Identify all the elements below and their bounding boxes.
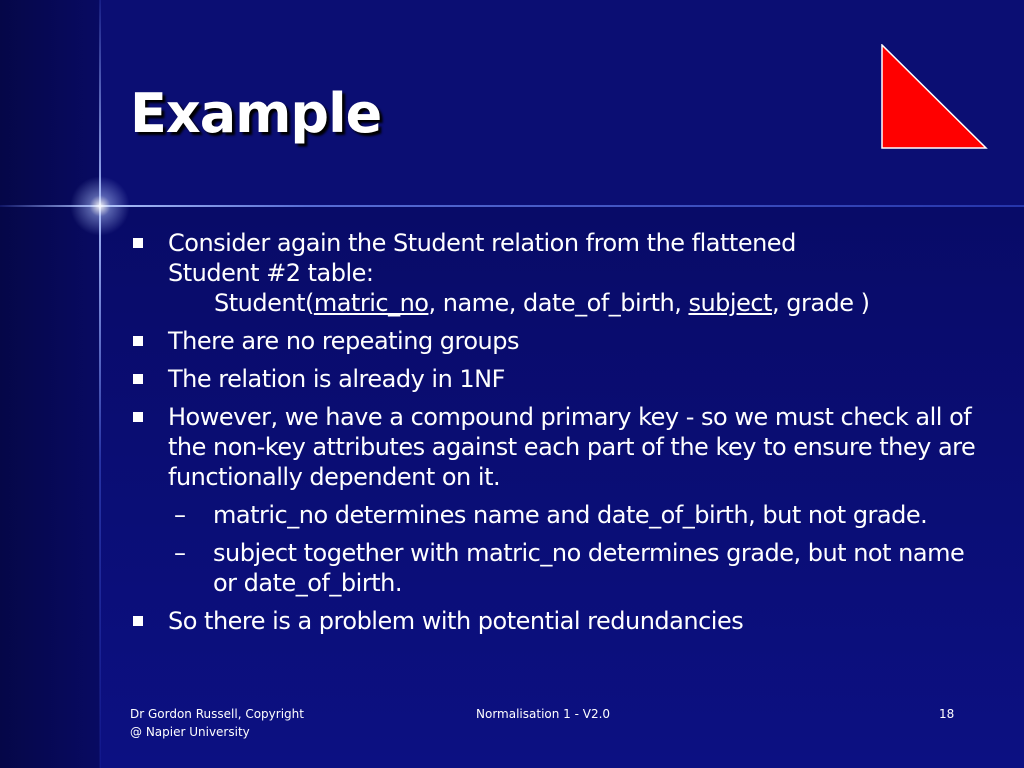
square-bullet-icon: [133, 374, 143, 384]
bullet-text: There are no repeating groups: [168, 327, 520, 355]
bullet-text: However, we have a compound primary key - so we must check all of the non-key attributes against each part of the key to ensure they are functionally dependent on it.: [168, 403, 976, 491]
footer-title: Normalisation 1 - V2.0: [476, 707, 611, 721]
sub-bullet-text: matric_no determines name and date_of_birth, but not grade.: [213, 501, 928, 529]
bullet-item: [130, 606, 980, 636]
vertical-accent-line: [99, 0, 101, 768]
sparkle-glow: [70, 176, 130, 236]
key-attribute: matric_no: [313, 289, 429, 317]
bullet-item: [130, 326, 980, 356]
footer-author: [130, 705, 304, 741]
sub-bullet-text: subject together with matric_no determines grade, but not name or date_of_birth.: [213, 539, 965, 597]
bullet-text: Student #2 table:: [168, 259, 374, 287]
bullet-text: Consider again the Student relation from the flattened: [168, 229, 796, 257]
left-band: [0, 0, 100, 768]
slide-title: Example: [130, 82, 382, 145]
relation-schema: [168, 288, 980, 318]
bullet-list: [130, 228, 980, 644]
page-number: 18: [939, 707, 955, 721]
sub-bullet-item: [130, 538, 980, 598]
square-bullet-icon: [133, 336, 143, 346]
bullet-item: [130, 228, 980, 318]
sub-bullet-item: [130, 500, 980, 530]
horizontal-accent-line: [0, 205, 1024, 207]
dash-bullet-icon: –: [174, 539, 186, 567]
square-bullet-icon: [133, 238, 143, 248]
dash-bullet-icon: –: [174, 501, 186, 529]
schema-prefix: Student(: [214, 289, 314, 317]
square-bullet-icon: [133, 616, 143, 626]
footer-author-line: Dr Gordon Russell, Copyright: [130, 707, 304, 721]
red-triangle-icon: [881, 44, 988, 150]
square-bullet-icon: [133, 412, 143, 422]
bullet-item: [130, 364, 980, 394]
schema-suffix: , grade ): [771, 289, 870, 317]
bullet-text: The relation is already in 1NF: [168, 365, 505, 393]
bullet-text: So there is a problem with potential redundancies: [168, 607, 744, 635]
footer-author-line: @ Napier University: [130, 725, 250, 739]
schema-middle: , name, date_of_birth,: [428, 289, 689, 317]
key-attribute: subject: [688, 289, 772, 317]
bullet-item: [130, 402, 980, 492]
